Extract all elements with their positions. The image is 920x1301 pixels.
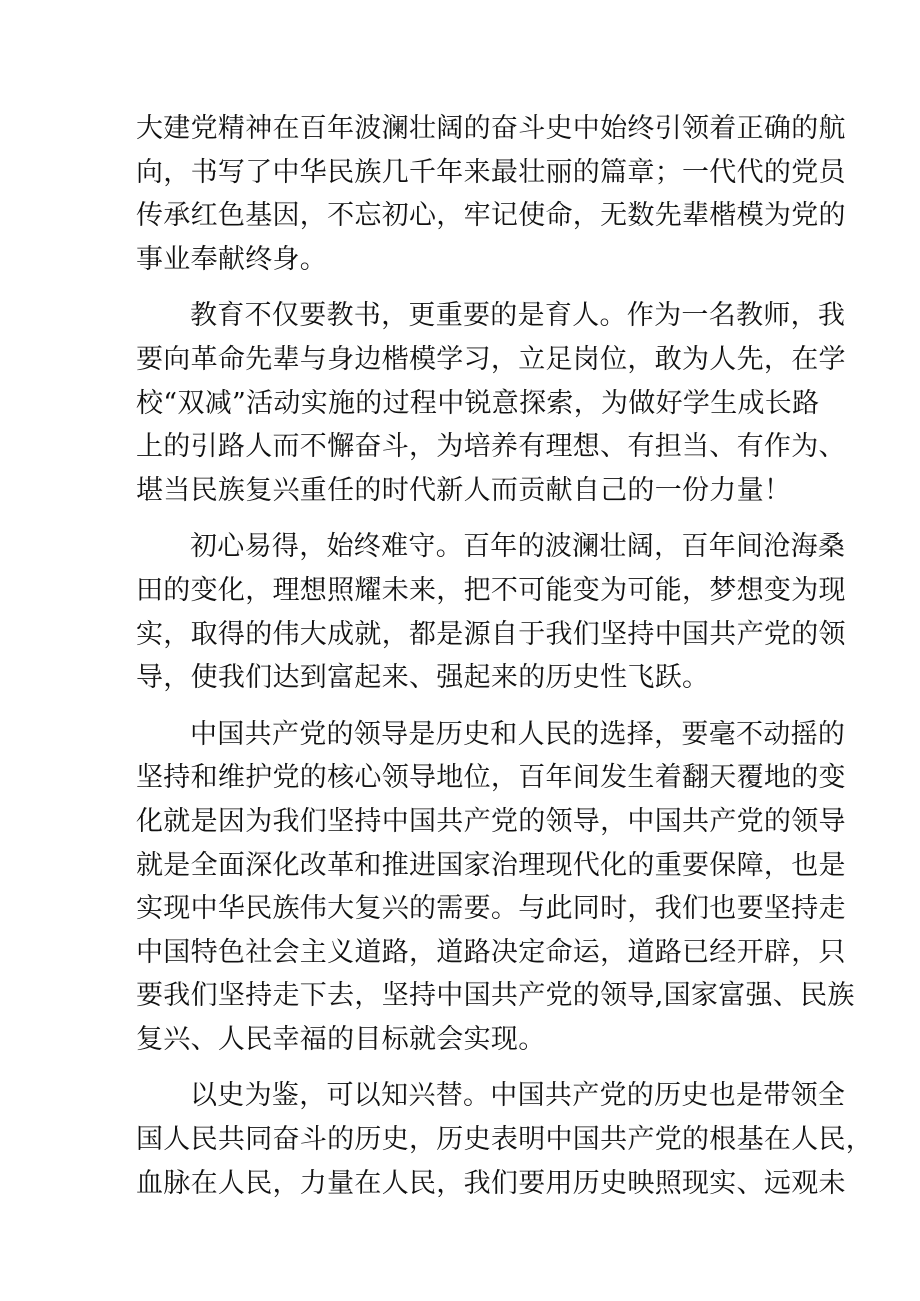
text-line: 中国特色社会主义道路，道路决定命运，道路已经开辟，只 bbox=[136, 936, 846, 968]
paragraph-gap bbox=[136, 512, 792, 525]
paragraph-2 bbox=[136, 294, 846, 512]
text-line: 事业奉献终身。 bbox=[136, 243, 328, 275]
text-line: 向，书写了中华民族几千年来最壮丽的篇章；一代代的党员 bbox=[136, 156, 846, 188]
text-line: 要向革命先辈与身边楷模学习，立足岗位，敢为人先，在学 bbox=[136, 343, 846, 375]
text-line: 田的变化，理想照耀未来，把不可能变为可能，梦想变为现 bbox=[136, 574, 846, 606]
text-line: 中国共产党的领导是历史和人民的选择，要毫不动摇的 bbox=[190, 718, 846, 750]
text-line: 校“双减”活动实施的过程中锐意探索，为做好学生成长路 bbox=[136, 387, 820, 419]
paragraph-gap bbox=[136, 1061, 792, 1074]
text-line: 传承红色基因，不忘初心，牢记使命，无数先辈楷模为党的 bbox=[136, 200, 846, 232]
document-body bbox=[136, 107, 874, 1205]
text-line: 复兴、人民幸福的目标就会实现。 bbox=[136, 1023, 546, 1055]
text-line: 坚持和维护党的核心领导地位，百年间发生着翻天覆地的变 bbox=[136, 762, 846, 794]
text-line: 实现中华民族伟大复兴的需要。与此同时，我们也要坚持走 bbox=[136, 893, 846, 925]
text-line: 以史为鉴，可以知兴替。中国共产党的历史也是带领全 bbox=[190, 1080, 846, 1112]
text-line: 就是全面深化改革和推进国家治理现代化的重要保障，也是 bbox=[136, 849, 846, 881]
paragraph-4 bbox=[136, 713, 855, 1062]
paragraph-5 bbox=[136, 1074, 874, 1205]
paragraph-gap bbox=[136, 700, 792, 713]
text-line: 要我们坚持走下去，坚持中国共产党的领导,国家富强、民族 bbox=[136, 980, 855, 1012]
text-line: 国人民共同奋斗的历史，历史表明中国共产党的根基在人民， bbox=[136, 1124, 874, 1156]
text-line: 血脉在人民，力量在人民，我们要用历史映照现实、远观未 bbox=[136, 1167, 846, 1199]
paragraph-gap bbox=[136, 281, 792, 294]
paragraph-1 bbox=[136, 107, 846, 281]
text-line: 化就是因为我们坚持中国共产党的领导，中国共产党的领导 bbox=[136, 805, 846, 837]
paragraph-3 bbox=[136, 525, 846, 699]
text-line: 教育不仅要教书，更重要的是育人。作为一名教师，我 bbox=[190, 300, 846, 332]
text-line: 大建党精神在百年波澜壮阔的奋斗史中始终引领着正确的航 bbox=[136, 113, 846, 144]
text-line: 实，取得的伟大成就，都是源自于我们坚持中国共产党的领 bbox=[136, 618, 846, 650]
text-line: 堪当民族复兴重任的时代新人而贡献自己的一份力量！ bbox=[136, 474, 792, 506]
text-line: 导，使我们达到富起来、强起来的历史性飞跃。 bbox=[136, 662, 710, 694]
text-line: 初心易得，始终难守。百年的波澜壮阔，百年间沧海桑 bbox=[190, 531, 846, 563]
text-line: 上的引路人而不懈奋斗，为培养有理想、有担当、有作为、 bbox=[136, 431, 846, 463]
